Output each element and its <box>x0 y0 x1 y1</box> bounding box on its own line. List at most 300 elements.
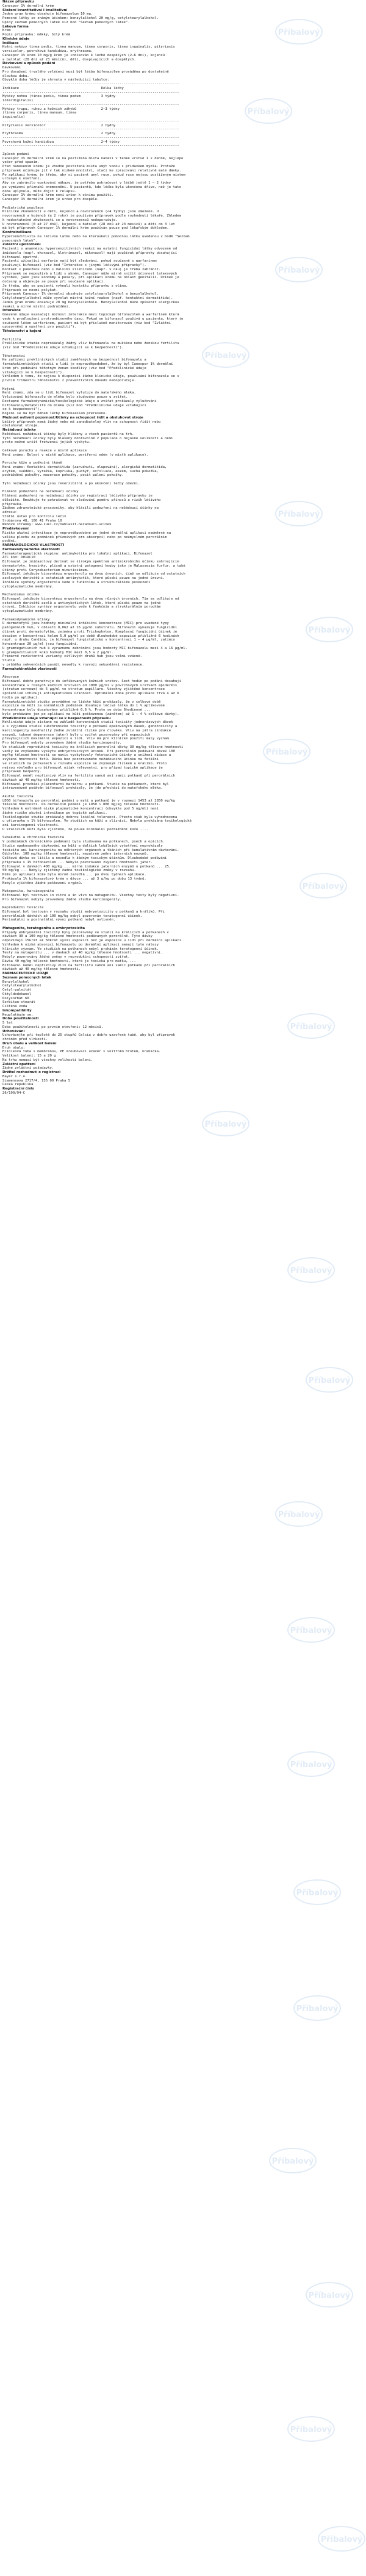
text-line: Kožní mykózy tinea pedis, tinea manuum, tinea corporis, tinea inguinalis, pityriasis <box>2 45 175 49</box>
text-line: zvýšení hmotnosti fetů. Dávka bez pozorovaného nežádoucího účinku na fetální <box>2 758 159 761</box>
text-line: Erythrasma 2 týdny <box>2 132 116 135</box>
svg-text:Příbalový: Příbalový <box>278 510 320 519</box>
text-line: Pomocné látky se známým účinkem: benzylalkohol 20 mg/g, cetylstearylalkohol. <box>2 16 159 20</box>
text-line: Obvyklá doba léčby je shrnuta v následující tabulce: <box>2 78 110 82</box>
text-line: Klinické zkušenosti u dětí, kojenců a novorozenců (<4 týdny) jsou omezené. U <box>2 210 159 214</box>
text-line: Absorpce <box>2 675 19 679</box>
svg-text:Příbalový: Příbalový <box>290 2425 332 2434</box>
text-line: dávkách až 40 mg/kg tělesné hmotnosti. <box>2 967 81 972</box>
text-line: podráždění pokožky, macerace pokožky, pocit pálení pokožky. <box>2 473 124 478</box>
text-line: Reprodukční toxicita <box>2 906 44 909</box>
text-line: dočasný a objevuje se pouze při současné aplikaci. <box>2 280 106 284</box>
text-line: Je třeba, aby se pacienti vyhnuli kontaktu přípravku s očima. <box>2 284 128 288</box>
section-heading: Uchovávání <box>2 1029 25 1033</box>
text-line: Hlášení podezření na nežádoucí účinky po registraci léčivého přípravku je <box>2 494 152 498</box>
text-line: Dávka 40 mg/kg tělesné hmotnosti, která je toxická pro matku, ... <box>2 959 136 963</box>
text-line: Oktyldodekanol <box>2 992 32 996</box>
text-line: -------------------------------------------------------------------------------------- <box>2 135 179 140</box>
watermark-logo <box>293 1995 342 2022</box>
text-line: Pro bifonazol nebyly provedeny žádné studie karcinogenity. <box>2 741 122 745</box>
text-line <box>2 383 364 387</box>
text-line: Siemensova 2717/4, 155 00 Praha 5 <box>2 1078 71 1083</box>
text-line: U králičích kůží bylo zjištěno, že pouze minimální podráždění kůže .... <box>2 827 149 831</box>
text-line <box>2 885 364 889</box>
text-line: Benzylalkohol <box>2 980 29 984</box>
text-line: přípravku s 1% bifonazolem ... Nebylo pozorováno zvýšení hmotnosti jater. <box>2 860 152 864</box>
section-heading: Název přípravku <box>2 0 34 4</box>
section-heading: Registrační číslo <box>2 1087 35 1091</box>
text-line: V podmínkách chronického podávání byla studována na potkanech, psech a opicích. <box>2 840 165 844</box>
text-line: enzymů, tukové degenerace jater) byly u zvířat pozorovány při expozicích <box>2 733 151 737</box>
text-line: Preklinické studie neprokázaly žádný vliv bifonazolu na mužskou nebo ženskou fertilitu <box>2 342 179 346</box>
text-line: Studie opakovaného dávkování na kůži a dalších lokálních vyšetření neprokázaly <box>2 844 163 848</box>
text-line: Cetylstearylalkohol <box>2 984 41 988</box>
watermark-logo <box>268 2147 317 2175</box>
text-line: Na trhu nemusí být všechny velikosti balení. <box>2 1058 93 1062</box>
text-line: novorozenců a kojenců (≤ 2 roky) je používán přípravek podle rozhodnutí lékaře. Zhledem <box>2 214 181 218</box>
text-line: Bifonazol v dávkách 400 mg/kg ... mírné indukce jaterních enzymů u potkanů ... 25, <box>2 864 171 869</box>
text-line: Neklinické údaje získané na základě konvenčních studií toxicity jednorázových dávek <box>2 720 173 725</box>
svg-text:Příbalový: Příbalový <box>265 748 308 757</box>
text-line: Šrobárova 48, 100 41 Praha 10 <box>2 518 62 523</box>
text-line: Ve studiích reprodukční toxicity na králících perorální dávky 30 mg/kg tělesné hmotnosti <box>2 745 184 749</box>
text-line: hodin po aplikaci. <box>2 695 40 700</box>
text-line: Celkové poruchy a reakce v místě aplikace <box>2 448 87 453</box>
text-line: LD50 bifonazolu po perorální podání u myší a potkanů je v rozmezí 1453 až 2850 mg/kg <box>2 798 175 803</box>
text-line: reakci a mírné místní podráždění. <box>2 304 71 309</box>
text-line: -------------------------------------------------------------------------------------- <box>2 127 179 132</box>
text-line: klinický význam. Ve studiích na potkanech nebyl prokázán teratogenní účinek. <box>2 947 159 951</box>
text-line: Testy na mutagenitu ... v dávkách až 40 mg/kg tělesné hmotnosti ... negativní. <box>2 951 163 955</box>
svg-text:Příbalový: Příbalový <box>308 1376 351 1385</box>
watermark-logo <box>305 1366 354 1394</box>
text-line: karcinogenity neodhalily žádné zvláštní riziko pro člověka. Vliv na játra (indukce <box>2 728 171 733</box>
text-line: Žádáme zdravotnické pracovníky, aby hlásili podezření na nežádoucí účinky na <box>2 506 159 511</box>
text-line: Ke zařízení preklinických studií zaměřených na bezpečnost bifonazolu a <box>2 358 146 362</box>
text-line: ani karcinogenní vlastnosti. <box>2 823 60 827</box>
text-line: Poruchy kůže a podkožní tkáně <box>2 461 62 465</box>
text-line: určeným k ošetření. <box>2 177 41 181</box>
text-line: převyšujících maximální expozici u lidí. Vliv má pro klinické použití malý význam. <box>2 737 171 741</box>
text-line: Není známo: Kontaktní dermatitida (zarudnutí, olupování), alergická dermatitida, <box>2 465 167 469</box>
text-line: interdigitalis) <box>2 99 34 102</box>
text-line: Bifonazol prochází placentární bariérou u potkanů. Studie na potkanech, které byl <box>2 782 169 786</box>
text-line: Kontakt s pokožkou nebo s dalšími sliznicemi (např. v oku) je třeba zabránit. <box>2 267 161 271</box>
svg-text:Příbalový: Příbalový <box>296 2004 339 2014</box>
text-line: Farmakodynamické účinky <box>2 617 50 622</box>
text-line: Canespor 1% dermální krém je určen pro dospělé. <box>2 198 99 201</box>
text-line: účinný proti Corynebacterium minutissimum. <box>2 568 89 572</box>
text-line: Pro dosažení trvalého vyléčení musí být léčba bifonazolem prováděna po dostatečně <box>2 70 169 74</box>
text-line: azolových derivátů a ostatních antimykotik, které působí pouze na jedné úrovni. <box>2 576 165 580</box>
section-heading: Dávkování a způsob podání <box>2 62 56 66</box>
text-line: perorálních dávkách až 100 mg/kg nebyl pozorován teratogenní účinek. <box>2 914 143 918</box>
watermark-logo <box>201 1110 250 1138</box>
text-line: Čištěná voda <box>2 1005 27 1008</box>
text-line: v průběhu sekvenčních pasáží nevedly k rozvoji sekundární rezistence. <box>2 662 145 667</box>
text-line: Léčivý přípravek nemá žádný nebo má zanedbatelný vliv na schopnost řídit nebo <box>2 420 161 424</box>
text-line: žádné riziko akutní intoxikace po topické aplikaci. <box>2 811 107 815</box>
text-line: mg/kg tělesné hmotnosti se navíc vyskytovaly fetotoxické účinky a snížení nidace a <box>2 753 171 758</box>
text-line: a batolat (28 dní až 23 měsíců), dětí, dospívajících a dospělých. <box>2 57 136 62</box>
text-line: krém při podávání těhotným ženám škodlivý (viz bod "Předklinické údaje <box>2 366 146 370</box>
section-heading: Těhotenství a kojení <box>2 329 41 333</box>
section-heading: Předklinické údaje vztahující se k bezpečnosti přípravku <box>2 716 111 720</box>
text-line: Perinatální a postnatální vývoj potkanů nebyl ovlivněn. <box>2 918 116 922</box>
text-line: dávkách až 40 mg/kg tělesné hmotnosti. <box>2 778 81 782</box>
text-line: 26/190/94-C <box>2 1091 26 1095</box>
text-line: současně léčen warfarinem, pacient má být příslušně monitorován (viz bod "Zvláštní <box>2 321 171 325</box>
text-line: -------------------------------------------------------------------------------------- <box>2 119 179 123</box>
text-line: Canespor 1% dermální krém <box>2 4 54 8</box>
text-line: přípravku. <box>2 502 23 506</box>
text-line: patogenních hub, v oblasti 0,062 až 16 µg/ml substrátu. Bifonazol vykazuje fungicidní <box>2 626 178 630</box>
text-line <box>2 350 364 354</box>
text-line: chráněn před vlhkostí. <box>2 1038 48 1041</box>
text-line: proto možné určit frekvenci jejich výskytu. <box>2 440 91 445</box>
text-line: Vylučování bifonazolu do mléka bylo studováno pouze u zvířat. <box>2 395 128 399</box>
section-heading: Farmakodynamické vlastnosti <box>2 547 60 551</box>
text-line: Případy embryonální toxicity byly pozorovány ve studii na králících a potkanech v <box>2 930 169 935</box>
text-line: Vzhledem k nízké absorpci bifonazolu po dermální aplikaci nemají tyto nálezy <box>2 942 159 947</box>
text-line: odpovídají 15krát až 50krát vyšší expozici než je expozice u lidí při dermální aplikaci. <box>2 939 184 942</box>
svg-text:Příbalový: Příbalový <box>296 1889 339 1898</box>
text-line: Bifonazol je imidazolový derivát se širokým spektrem antimikrobního účinku zahrnujícím <box>2 560 179 564</box>
text-line: u přípravku s 1% bifonazolem. Ve studiích na kůži a sliznici. Nebyla prokázána toxikologická <box>2 819 192 823</box>
text-line: Studie <box>2 659 15 662</box>
svg-text:Příbalový: Příbalový <box>278 1510 320 1519</box>
text-line <box>2 922 364 927</box>
watermark-logo <box>293 1879 342 1906</box>
text-line: Bifonazol neměl nepříznivý vliv na fertilitu samců ani samic potkanů při perorálních <box>2 963 175 967</box>
svg-text:Příbalový: Příbalový <box>290 1760 332 1770</box>
text-line: Mykózy trupu, rukou a kožních záhybů 2–3 týdny <box>2 107 120 111</box>
text-line: Pacienti užívající warfarin mají být sledováni, pokud současně s warfarinem <box>2 259 157 264</box>
text-line: vztahující se k bezpečnosti"). <box>2 370 65 375</box>
text-line: Cetyl-palmitát <box>2 988 32 992</box>
section-heading: Kontraindikace <box>2 231 32 234</box>
text-line: -------------------------------------------------------------------------------------- <box>2 82 179 86</box>
text-line <box>2 202 364 206</box>
section-heading: Mutagenita, teratogenita a embryotoxicita <box>2 926 85 930</box>
text-line: (stratum corneum) do 5 µg/ml ve stratum papillare. Všechny zjištěné koncentrace <box>2 687 165 692</box>
text-line: Riziko akutní intoxikace je nepravděpodobné po jedné dermální aplikaci nadměrné na <box>2 531 171 535</box>
section-heading: Možnost ovlivnit pozornost/Účinky na schopnost řídit a obsluhovat stroje <box>2 415 143 420</box>
text-line: Dostupné farmakodynamické/toxikologické údaje u zvířat prokázaly vylučování <box>2 399 157 403</box>
text-line: U novorozenců (0 až 27 dnů), kojenců a batolat (28 dnů až 23 měsíců) a dětí do 3 let <box>2 222 175 226</box>
text-line: Úplný seznam pomocných látek viz bod "Seznam pomocných látek". <box>2 20 130 24</box>
text-line: erytém, svědění, vyrážka, kopřivka, puchýř, exfoliace, ekzém, suchá pokožka, <box>2 469 159 473</box>
text-line: U dermatofytů jsou hodnoty minimální inhibiční koncentrace (MIC) pro uvedené typy <box>2 622 169 626</box>
text-line: doba uplynula, může dojít k relapsu. <box>2 189 77 193</box>
text-line: Povrchová kožní kandidóza 2–4 týdny <box>2 140 120 144</box>
text-line: bifonazolu/metabolitů do mléka (viz bod "Předklinické údaje vztahující <box>2 403 146 407</box>
text-line: Pediatrická populace <box>2 206 44 210</box>
section-heading: FARMACEUTICKÉ ÚDAJE <box>2 972 49 975</box>
section-heading: Interakce <box>2 309 21 313</box>
text-line: Tyto nežádoucí účinky jsou reverzibilní a po ukončení léčby odezní. <box>2 481 140 486</box>
text-line <box>2 589 364 593</box>
text-line: např. u druhu Candida, je bifonazol fungistatický v koncentraci 1 – 4 µg/ml, zatímco <box>2 638 175 642</box>
text-line: Není známo: Bolest v místě aplikace, periferní edém (v místě aplikace). <box>2 453 149 457</box>
text-line: Nežádoucí nežádoucí účinky byly hlášeny u všech pacientů na trh. <box>2 432 134 436</box>
text-line: cytoplazmatické membrány. <box>2 609 54 613</box>
text-line: farmakokinetických studií u lidí je nepravděpodobné, že by byl Canespor 1% dermální <box>2 362 173 366</box>
watermark-logo <box>287 1616 336 1644</box>
text-line: Polysorbát 60 <box>2 996 29 1000</box>
text-line: koncentrace 20 µg/ml jsou fungicidní. <box>2 642 79 646</box>
text-line: intravenózně podáván bifonazol prokázaly, že jde přechází do mateřského mléka. <box>2 786 163 791</box>
text-line: Bayer s.r.o. <box>2 1074 27 1078</box>
text-line: Bifonazol byl testován in vitro a in vivo na mutagenitu. Všechny testy byly negativní. <box>2 893 179 897</box>
watermark-logo <box>287 1257 336 1284</box>
text-line: účinek proti dermatofytům, zejména proti Trichophyton. Komplexní fungicidní účinek je <box>2 630 178 634</box>
text-line: U gramnegativních hub k výraznému zabránění jsou hodnoty MIC bifonazolu mezi 4 a 16 µg/ml. <box>2 646 188 650</box>
svg-text:Příbalový: Příbalový <box>247 107 290 117</box>
text-line: Pro bifonazol nebyly provedeny žádné studie karcinogenity. <box>2 897 122 902</box>
text-line: Cetylstearylalkohol může vyvolat místní kožní reakce (např. kontaktní dermatitidu). <box>2 296 173 300</box>
text-line: Vzhledem k extrémně nízké plazmatické koncentraci (obvykle pod 5 ng/ml) není <box>2 807 159 811</box>
text-line: Bifonazol byl testován v rozsahu studií embryotoxicity u potkanů a králíků. Při <box>2 909 165 914</box>
section-heading: Složení kvantitativní i kvalitativní <box>2 8 68 12</box>
text-line: Pacienti s anamnézou hypersenzitivních reakcí na ostatní fungicidní látky odvozené od <box>2 247 178 251</box>
text-line <box>2 486 364 490</box>
text-line: inguinalis) <box>2 115 26 119</box>
watermark-logo <box>274 1501 323 1528</box>
text-line: Subakutní a chronická toxicita <box>2 836 65 840</box>
text-line: Bifonazol inhibuje biosyntézu ergosterolu na dvou úrovních, čímž se odlišuje od ostatních <box>2 572 185 576</box>
text-line: Těhotenství <box>2 354 26 358</box>
text-line: přípravek účinkuje již v tak nízkém množství, stačí ke zpracování relativně malé dávky. <box>2 168 181 173</box>
text-line: Přípravek Canespor 1% dermální obsahuje cetylstearylalkohol a benzylalkohol. <box>2 292 159 296</box>
text-line <box>2 334 364 338</box>
svg-text:Příbalový: Příbalový <box>278 28 320 37</box>
text-line: Kůže po aplikaci kůže byla mírně zarudlá ... po dvou týdnech aplikace. <box>2 873 146 877</box>
text-line: má být přípravek Canespor 1% dermální krém používán pouze pod lékařským dohledem. <box>2 226 169 231</box>
text-line: adresu: <box>2 511 17 514</box>
spc-document <box>2 0 364 1096</box>
watermark-logo <box>305 2281 354 2309</box>
text-line: přípravek bezpečný. <box>2 770 41 774</box>
text-line: spolehlivě inhibují antimykotickou účinnost. Optimální doba první aplikace trvá 4 až 6 <box>2 692 179 695</box>
text-line: Nebylo zjištěno žádné poškození orgánů. <box>2 881 83 885</box>
svg-text:Příbalový: Příbalový <box>204 1120 247 1129</box>
text-line: toxicitu ani karcinogenitu na některých orgánech a tkáních při kumulativním dávkování. <box>2 848 179 852</box>
text-line: Prokázala 1% bifonazolový krém v dávce ... až 3 g/kg po dobu 13 týdnů. <box>2 877 146 881</box>
text-line: -------------------------------------------------------------------------------------- <box>2 102 179 107</box>
text-line: bifonazol opatrně. <box>2 255 40 259</box>
svg-text:Příbalový: Příbalový <box>302 882 345 891</box>
text-line: nejsou výsledky pro bifonazol nijak relevantní, pro případ topické aplikace je <box>2 766 163 770</box>
text-line: dosažen v koncentraci kolem 5,0 µg/ml po době dlouhodobé expozice přibližně 6 hodinách <box>2 634 179 638</box>
text-line: cytoplazmatické membrány. <box>2 584 54 589</box>
text-line: Primárně rezistentní varianty citlivých druhů hub jsou velmi vzácné. <box>2 655 143 659</box>
text-line: Omezené údaje naznačují možnost interakce mezi topickým bifonazolem a warfarinem která <box>2 313 179 317</box>
text-line: se k bezpečnosti"). <box>2 407 41 412</box>
text-line: Pityriasis versicolor 2 týdny <box>2 123 116 127</box>
text-line: Vzhledem k tomu, že nejsou k dispozici žádné klinické údaje, používání bifonazolu se v <box>2 375 179 379</box>
text-line: Hlášení podezření na nežádoucí účinky <box>2 490 79 494</box>
svg-text:Příbalový: Příbalový <box>290 1626 332 1635</box>
text-line: -------------------------------------------------------------------------------------- <box>2 90 179 95</box>
section-heading: Nežádoucí účinky <box>2 428 37 432</box>
text-line: Kojení <box>2 387 15 391</box>
text-line: Česká republika <box>2 1083 34 1087</box>
text-line: Druh obalu: <box>2 1046 26 1050</box>
svg-text:Příbalový: Příbalový <box>271 2157 314 2166</box>
text-line: ve studiích na potkanech v rozsahu expozice se zvýšeným rizikem u králíků. Proto <box>2 761 167 766</box>
text-line: Před nanesením krému je vhodné postižená místa umýt vodou s přídavkem mýdla. Protože <box>2 165 175 168</box>
text-line: po vymizení příznaků onemocnění. U pacientů, kde léčba byla ukončena dříve, než je tato <box>2 185 181 189</box>
text-line: podání. <box>2 539 17 544</box>
text-line: Hliníková tuba s membránou, PE šroubovací uzávěr s vnitřním hrotem, krabička. <box>2 1050 161 1054</box>
text-line: Přípravek se nepoužívá u lidí s akném. Canespor může mírně snížit účinnost latexových <box>2 271 178 276</box>
text-line: úrovni. Inhibice syntézy ergosterolu vede k funkčním a strukturálním poruchám <box>2 605 161 609</box>
section-heading: Inkompatibility <box>2 1008 32 1013</box>
text-line: Kojení se má být během léčby bifonazolem přerušeno. <box>2 412 107 415</box>
text-line <box>2 445 364 449</box>
section-heading: Farmakokinetické vlastnosti <box>2 667 57 671</box>
text-line: Mutagenita, karcinogenita <box>2 889 54 893</box>
text-line <box>2 791 364 795</box>
text-line: Odchylky: 100 mg/kg tělesné hmotnosti, nepatrné změny jaterních enzymů. <box>2 852 149 856</box>
text-line: důležité. Umožňuje to pokračovat ve sledování poměru přínosů a rizik léčivého <box>2 498 161 502</box>
text-line <box>2 148 364 152</box>
svg-text:Příbalový: Příbalový <box>308 626 351 635</box>
text-line: Dávkování <box>2 66 21 70</box>
text-line: Toxikologické studie prokázaly dobrou lokální toleranci. Přesto však byla vyhodnocena <box>2 815 178 819</box>
text-line: tělesné hmotnosti. Po dermálním podání je LD50 > 800 mg/kg tělesné hmotnosti. <box>2 803 161 807</box>
text-line: výrobků, jako jsou kondomy a pesary, při aplikaci krému na oblast genitálií. Účinek je <box>2 276 179 280</box>
text-line: Neuplatňuje se. <box>2 1013 34 1017</box>
text-line: vede k prodloužení protrombinového času. Pokud se bifonazol používá u pacienta, který je <box>2 317 184 321</box>
text-line <box>2 671 364 675</box>
text-line: vedly ke zvýšenému výskytu embryotoxických účinků. Při perorálním podávání dávek 100 <box>2 749 175 753</box>
svg-text:Příbalový: Příbalový <box>320 2535 363 2544</box>
text-line: (tinea corporis, tinea manuum, tinea <box>2 111 77 115</box>
text-line: velkou plochu za podmínek příznivých pro absorpci) nebo po neúmyslném perorálním <box>2 535 167 539</box>
text-line: Akutní toxicita <box>2 794 34 798</box>
text-line: U grampozitivních koků hodnoty MIC mezi 0,5 a 2 µg/ml. <box>2 650 113 655</box>
text-line: ATC kód: D01AC10 <box>2 556 35 560</box>
text-line: používají bifonazol (viz bod "Interakce s jinými léčivými přípravky"). <box>2 264 146 267</box>
section-heading: Léková forma <box>2 24 29 29</box>
svg-text:Příbalový: Příbalový <box>278 266 320 275</box>
text-line: Farmakokinetické studie prováděné na lidské kůži prokázaly, že v celkové době <box>2 700 161 704</box>
section-heading: Zvláštní opatření <box>2 1062 35 1066</box>
text-line: obsluhovat stroje. <box>2 424 40 428</box>
text-line: Po aplikaci krému je třeba, aby si pacient umyl ruce, pokud ruce nejsou postiženým místem <box>2 173 185 177</box>
text-line: 50 mg/kg ... Nebyly zjištěny žádné toxikologické změny v rozsahu. <box>2 869 136 873</box>
text-line: 5 let <box>2 1021 13 1025</box>
text-line: Přípravek se nesmí polykat. <box>2 288 58 292</box>
text-line: Popis přípravku: měkký, bílý krém <box>2 33 71 37</box>
text-line <box>2 478 364 482</box>
text-line: Aby se zabránilo opakování nákazy, je potřeba pokračovat v léčbě ještě 1 – 2 týdny <box>2 181 171 185</box>
section-heading: Seznam pomocných látek <box>2 975 52 980</box>
text-line: Doba použitelnosti po prvním otevření: 12 měsíců. <box>2 1025 104 1029</box>
section-heading: FARMAKOLOGICKÉ VLASTNOSTI <box>2 544 65 547</box>
text-line: k nedostatečné zkušenosti se u novorozenců nedoporučuje. <box>2 218 118 222</box>
text-line: Mechanismus účinku <box>2 593 40 597</box>
text-line: bylo prokázáno jen po aplikaci na kůži poškozenou (zánětem) až 1 – 4 % celkové dávky). <box>2 712 179 716</box>
text-line: prvním trimestru těhotenství z preventivních důvodů nedoporučuje. <box>2 379 136 382</box>
text-line: Hypersenzitivita na léčivou látku nebo na kteroukoli pomocnou látku uvedenou v bodě "Seznam <box>2 234 190 239</box>
text-line: pomocných látek". <box>2 239 38 243</box>
text-line: Velikost balení: 15 a 20 g <box>2 1054 56 1058</box>
watermark-logo <box>287 1751 336 1778</box>
svg-text:Příbalový: Příbalový <box>308 2291 351 2300</box>
text-line: Webové stránky: www.sukl.cz/nahlasit-nezadouci-ucinek <box>2 523 112 527</box>
text-line: versicolor, povrchová kandidóza, erythrasma. <box>2 49 93 53</box>
text-line: expozice na kůži za normálních podmínek dosahuje léčivá látka do 1 % aplikované <box>2 704 165 708</box>
section-heading: Indikace <box>2 41 19 45</box>
text-line: Krém <box>2 29 11 33</box>
text-line: dermatofyty, kvasinky, plísně a ostatní patogenní houby jako je Malassezia furfur, a také <box>2 564 185 568</box>
text-line: Státní ústav pro kontrolu léčiv <box>2 514 66 518</box>
text-line: večer před spaním. <box>2 160 40 165</box>
section-heading: Doba použitelnosti <box>2 1017 39 1021</box>
text-line <box>2 832 364 836</box>
text-line: Celková dávka se lišila a nevedla k žádným toxickým účinkům. Dlouhodobé podávání <box>2 856 167 860</box>
text-line: Bifonazol neměl nepříznivý vliv na fertilitu samců ani samic potkanů při perorálních <box>2 774 175 778</box>
svg-text:Příbalový: Příbalový <box>204 351 247 361</box>
svg-text:Příbalový: Příbalový <box>290 1022 332 1031</box>
watermark-logo <box>287 2416 336 2443</box>
section-heading: Druh obalu a velikost balení <box>2 1041 57 1046</box>
text-line: a s výjimkou studie subchronické toxicity u potkanů opakovaných dávek, genotoxicity a <box>2 725 178 728</box>
text-line: Způsob podání <box>2 152 29 156</box>
text-line: dávkách 30 a 100 mg/kg tělesné hmotnosti podávaných perorálně. Tyto dávky <box>2 935 152 939</box>
text-line: Tyto nežádoucí účinky byly hlášeny dobrovolně z populace o nejasné velikosti a není <box>2 436 173 440</box>
text-line: Sorbitan-stearát <box>2 1000 35 1005</box>
section-heading: Držitel rozhodnutí o registraci <box>2 1071 61 1074</box>
text-line: Farmakoterapeutická skupina: antimykotika pro lokální aplikaci, Bifonazol <box>2 551 152 556</box>
text-line: Canespor 1% dermální krém není určen k očnímu použití. <box>2 193 113 198</box>
section-heading: Předávkování <box>2 527 29 531</box>
text-line: Žádné zvláštní požadavky. <box>2 1066 54 1071</box>
text-line <box>2 614 364 618</box>
text-line: -------------------------------------------------------------------------------------- <box>2 144 179 148</box>
text-line: Nebyly pozorovány žádné změny v reprodukční schopnosti zvířat. <box>2 955 130 959</box>
text-line: Bifonazol inhibuje biosyntézu ergosterolu na dvou různých úrovních. Tím se odlišuje od <box>2 597 179 601</box>
text-line: upozornění a opatření pro použití"). <box>2 325 77 329</box>
text-line: Není známo, zda se u lidí bifonazol vylučuje do mateřského mléka. <box>2 391 136 395</box>
text-line: dlouhou dobu. <box>2 74 29 78</box>
text-line: Uchovávejte při teplotě do 25 stupňů Celsia v dobře uzavřené tubě, aby byl přípravek <box>2 1033 175 1038</box>
text-line: (viz bod "Předklinické údaje vztahující se k bezpečnosti"). <box>2 346 124 350</box>
text-line: Mykózy nohou (tinea pedis, tinea pedum 3 týdny <box>2 95 116 99</box>
text-line: Inhibice syntézy ergosterolu vede k funkčnímu a strukturálnímu poškození <box>2 580 151 584</box>
text-line: Jeden gram krému obsahuje bifonazolum 10 mg. <box>2 12 93 16</box>
watermark-logo <box>317 2525 366 2553</box>
text-line: Canespor 1% krém 10 mg/g krém je indikován k léčbě dospělých (2–6 dní), kojenců <box>2 53 165 57</box>
section-heading: Zvláštní upozornění <box>2 243 41 247</box>
text-line: Indikace Délka léčby <box>2 86 124 90</box>
text-line: koncentrace byly dosahovány přibližně 0,6 %. Proto se doba 6hodinové ... <box>2 708 151 712</box>
text-line <box>2 457 364 461</box>
text-line: Bifonazol dobře penetruje do infikovaných kožních vrstev. Šest hodin po podání dosahují <box>2 679 181 683</box>
text-line: Canespor 1% dermální krém se na postižená místa nanáší v tenké vrstvě 1 x denně, nejlépe <box>2 156 184 160</box>
text-line <box>2 902 364 906</box>
svg-text:Příbalový: Příbalový <box>290 1266 332 1275</box>
text-line: Jeden gram krému obsahuje 20 mg benzylalkoholu. Benzylalkohol může způsobit alergickou <box>2 300 179 304</box>
text-line: Fertilita <box>2 337 21 342</box>
text-line: ostatních derivátů azolů a antimykotických látek, které působí pouze na jedné <box>2 601 161 605</box>
text-line: koncentrace v různých kožních vrstvách od 1000 µg/ml v povrchových vrstvách epidermis <box>2 683 178 687</box>
text-line: imidazolu (např. ekonazol, klotrimazol, mikonazol) mají používat přípravky obsahující <box>2 251 178 255</box>
section-heading: Klinické údaje <box>2 37 30 41</box>
